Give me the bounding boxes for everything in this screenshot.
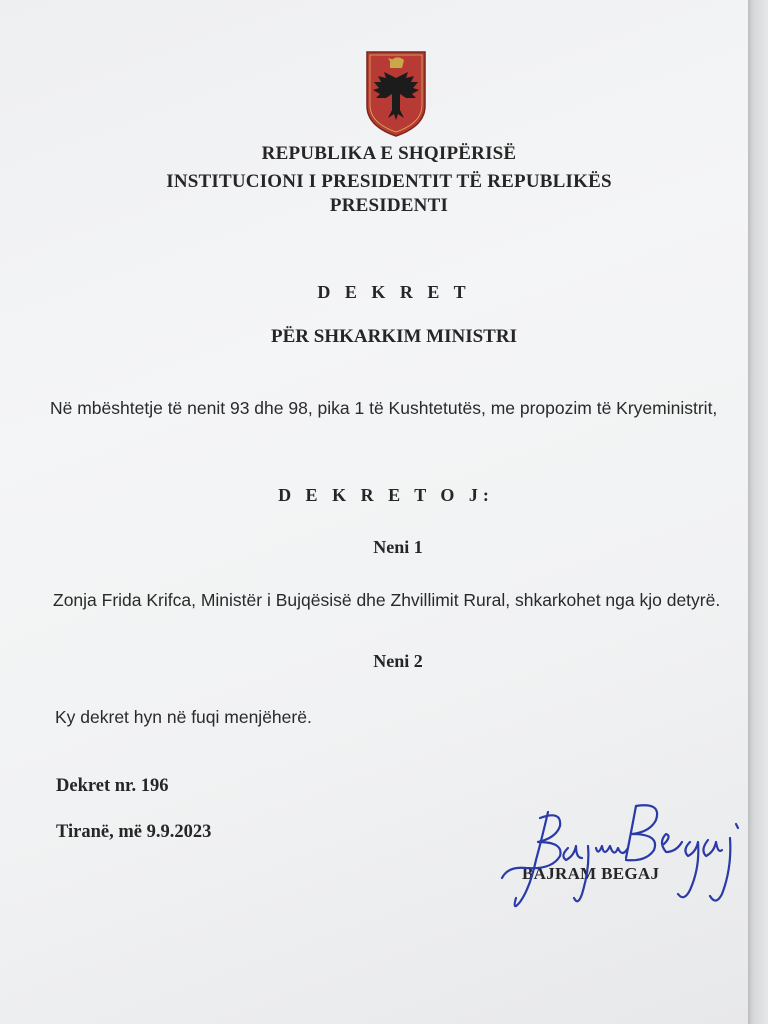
place-and-date: Tiranë, më 9.9.2023 — [56, 822, 212, 842]
decree-number: Dekret nr. 196 — [56, 776, 169, 796]
issuer-institution: INSTITUCIONI I PRESIDENTIT TË REPUBLIKËS — [166, 171, 612, 192]
article-2-heading: Neni 2 — [373, 651, 423, 671]
article-1-text: Zonja Frida Krifca, Ministër i Bujqësisë dhe Zhvillimit Rural, shkarkohet nga kjo detyrë. — [53, 590, 721, 610]
issuer-state: REPUBLIKA E SHQIPËRISË — [261, 143, 517, 164]
signer-name: BAJRAM BEGAJ — [522, 864, 660, 883]
document-subject: PËR SHKARKIM MINISTRI — [271, 326, 517, 347]
albania-coat-of-arms-icon — [364, 48, 428, 138]
article-2-text: Ky dekret hyn në fuqi menjëherë. — [55, 707, 312, 727]
preamble: Në mbështetje të nenit 93 dhe 98, pika 1 të Kushtetutës, me propozim të Kryeministrit, — [50, 398, 718, 418]
handwritten-signature — [490, 798, 750, 918]
article-1-heading: Neni 1 — [373, 537, 423, 557]
issuer-office: PRESIDENTI — [329, 195, 449, 216]
document-title: D E K R E T — [317, 282, 471, 302]
decrees-heading: D E K R E T O J: — [278, 485, 494, 505]
